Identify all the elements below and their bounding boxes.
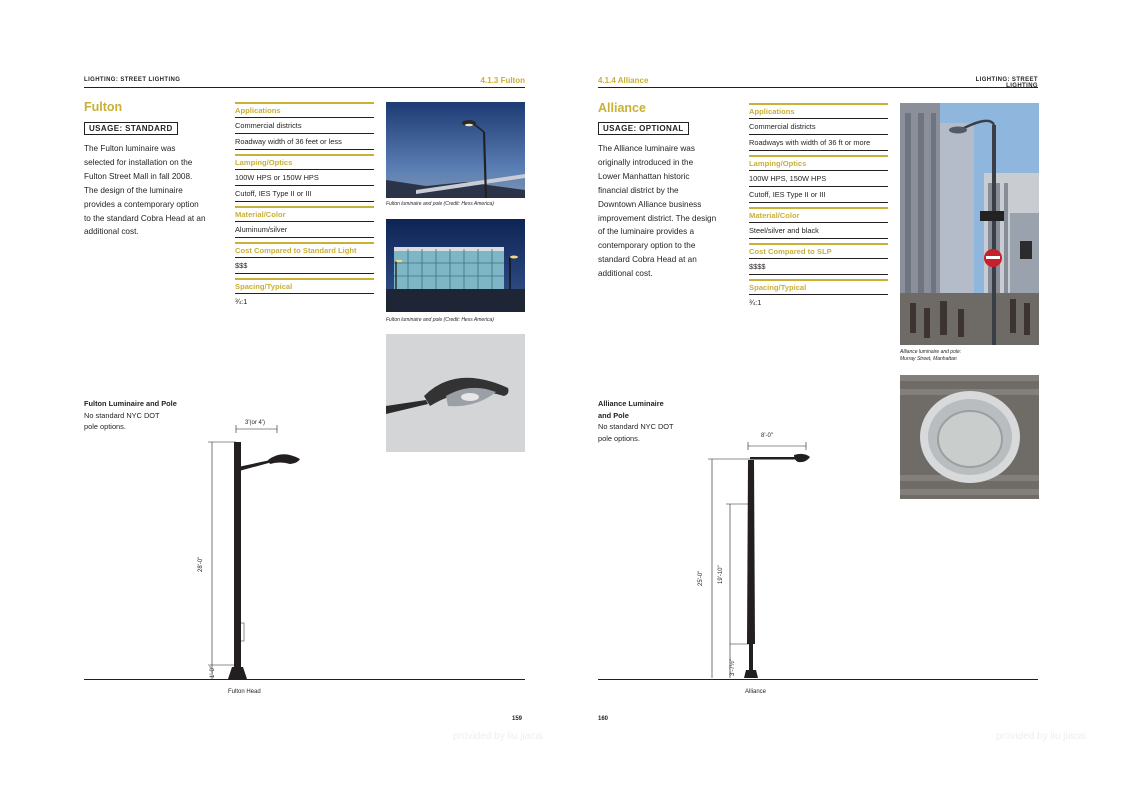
height-dimension: 25'-0" (698, 570, 704, 586)
diagram-title: Alliance Luminaire (598, 399, 664, 408)
ground-line (84, 679, 525, 680)
photo-alliance-luminaire (900, 375, 1039, 499)
diagram-note: pole options. (84, 422, 126, 431)
cost-label: Cost Compared to Standard Light (235, 242, 374, 257)
description-line: improvement district. The design (598, 213, 717, 223)
photo-caption: Murray Street, Manhattan (900, 356, 957, 362)
height-dimension: 28'-0" (198, 556, 204, 572)
page-title: Alliance (598, 101, 646, 115)
diagram-title-block (598, 398, 674, 444)
description-line: of the luminaire provides a (598, 227, 695, 237)
photo-fulton-building (386, 219, 525, 312)
photo-alliance-street (900, 103, 1039, 345)
spec-value: $$$ (235, 257, 374, 273)
spacing-label: Spacing/Typical (749, 279, 888, 294)
description-line: Downtown Alliance business (598, 199, 702, 209)
header-rule (598, 87, 1038, 88)
diagram-label: Alliance (745, 689, 767, 695)
applications-label: Applications (235, 102, 374, 117)
usage-badge: USAGE: OPTIONAL (598, 122, 689, 135)
material-label: Material/Color (235, 206, 374, 221)
applications-label: Applications (749, 103, 888, 118)
diagram-title: Fulton Luminaire and Pole (84, 399, 177, 408)
section-number: 4.1.3 Fulton (480, 76, 525, 85)
spec-value: Commercial districts (235, 117, 374, 133)
spacing-label: Spacing/Typical (235, 278, 374, 293)
description-line: The Fulton luminaire was (84, 144, 176, 153)
spec-value: $$$$ (749, 258, 888, 274)
photo-fulton-luminaire (386, 334, 525, 452)
description (598, 142, 743, 281)
photo-fulton-night (386, 102, 525, 198)
spec-value: Cutoff, IES Type II or III (749, 186, 888, 202)
description-line: provides a contemporary option (84, 199, 199, 209)
watermark: provided by liu jiacai (996, 731, 1087, 742)
diagram-title-block (84, 398, 177, 433)
diagram-label: Fulton Head (228, 689, 261, 695)
diagram-title: and Pole (598, 410, 629, 420)
spec-table (749, 103, 888, 310)
cost-label: Cost Compared to SLP (749, 243, 888, 258)
material-label: Material/Color (749, 207, 888, 222)
description-line: Fulton Street Mall in fall 2008. (84, 171, 193, 181)
spec-value: Cutoff, IES Type II or III (235, 185, 374, 201)
usage-badge: USAGE: STANDARD (84, 122, 178, 135)
description-line: The design of the luminaire (84, 185, 183, 195)
description-line: financial district by the (598, 185, 679, 195)
spec-value: ¾:1 (749, 294, 888, 310)
left-page (0, 0, 561, 794)
section-number: 4.1.4 Alliance (598, 76, 649, 85)
page-number: 159 (512, 716, 523, 722)
description-line: standard Cobra Head at an (598, 255, 697, 265)
spec-value: ¾:1 (235, 293, 374, 309)
description-line: to the standard Cobra Head at an (84, 213, 206, 223)
description-line: contemporary option to the (598, 241, 696, 251)
photo-caption: Fulton luminaire and pole (Credit: Hess America) (386, 317, 494, 323)
spec-table (235, 102, 374, 309)
page-title: Fulton (84, 100, 123, 114)
arm-dimension: 8'-0" (761, 433, 773, 439)
spec-value: 100W HPS or 150W HPS (235, 169, 374, 185)
photo-caption-block (900, 349, 961, 363)
description-line: The Alliance luminaire was (598, 144, 695, 153)
header-rule (84, 87, 525, 88)
watermark: provided by liu jiacai (453, 731, 544, 742)
alliance-pole-drawing (702, 438, 822, 688)
spec-value: Roadway width of 36 feet or less (235, 133, 374, 149)
running-head: LIGHTING: STREET LIGHTING (975, 77, 1038, 89)
arm-dimension: 3'(or 4') (245, 420, 265, 426)
spec-value: Steel/silver and black (749, 222, 888, 238)
page-number: 160 (598, 716, 609, 722)
spec-value: Roadways with width of 36 ft or more (749, 134, 888, 150)
base-dimension: 3'-7½" (730, 659, 736, 676)
description-line: Lower Manhattan historic (598, 171, 690, 181)
description (84, 142, 234, 239)
base-dimension: 1'-0" (210, 666, 216, 678)
diagram-note: No standard NYC DOT (598, 422, 674, 431)
lamping-label: Lamping/Optics (749, 155, 888, 170)
photo-caption: Fulton luminaire and pole (Credit: Hess America) (386, 201, 494, 207)
spec-value: Aluminum/silver (235, 221, 374, 237)
description-line: originally introduced in the (598, 157, 694, 167)
photo-caption: Alliance luminaire and pole: (900, 349, 962, 355)
fulton-pole-drawing (190, 415, 330, 685)
mid-dimension: 19'-10" (718, 565, 724, 584)
description-line: additional cost. (84, 227, 139, 237)
running-head: LIGHTING: STREET LIGHTING (84, 77, 181, 83)
spec-value: Commercial districts (749, 118, 888, 134)
diagram-note: No standard NYC DOT (84, 410, 160, 420)
description-line: selected for installation on the (84, 157, 193, 167)
ground-line (598, 679, 1038, 680)
description-line: additional cost. (598, 269, 653, 279)
lamping-label: Lamping/Optics (235, 154, 374, 169)
right-page (562, 0, 1123, 794)
diagram-note: pole options. (598, 433, 640, 443)
spec-value: 100W HPS, 150W HPS (749, 170, 888, 186)
